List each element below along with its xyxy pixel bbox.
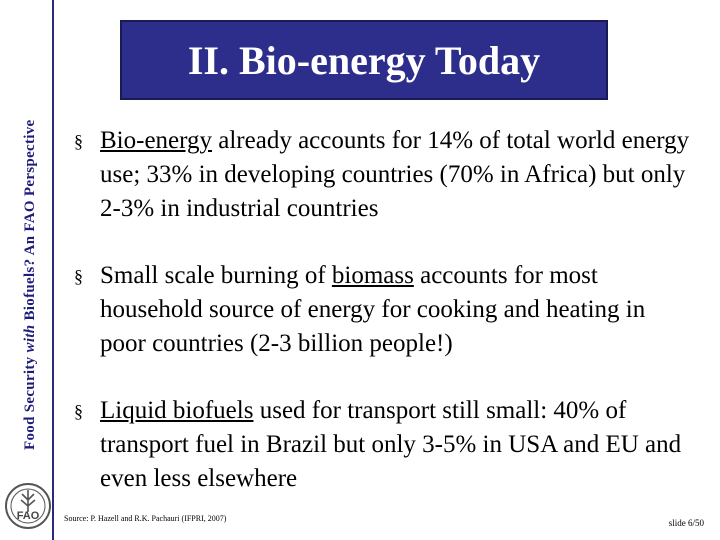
bullet-lead: Bio-energy: [100, 127, 213, 154]
bullet-marker-icon: §: [74, 131, 83, 151]
bullet-text: already accounts for 14% of total world energy use; 33% in developing countries (70% in Africa) but only 2-3% in industrial countries: [100, 127, 690, 222]
logo-text: FAO: [16, 510, 40, 522]
source-note: Source: P. Hazell and R.K. Pachauri (IFPRI, 2007): [64, 514, 227, 523]
sidebar-title-part3: Biofuels? An FAO Perspective: [22, 119, 38, 321]
fao-logo-icon: [4, 482, 52, 530]
left-sidebar: [0, 0, 54, 540]
sidebar-title-part2: with: [22, 324, 38, 353]
bullet-text: accounts for most household source of energy for cooking and heating in poor countries (2-3 billion people!): [100, 262, 646, 357]
slide-title: II. Bio-energy Today: [187, 37, 541, 83]
sidebar-divider: [52, 0, 54, 540]
sidebar-title: [22, 119, 39, 450]
title-banner: [120, 20, 608, 100]
sidebar-title-part1: Food Security: [22, 356, 38, 450]
bullet-marker-icon: §: [74, 401, 83, 421]
bullet-lead: biomass: [331, 262, 414, 289]
bullet-pre: Small scale burning of: [100, 262, 332, 289]
bullet-item: [74, 124, 694, 226]
bullet-text: used for transport still small: 40% of transport fuel in Brazil but only 3-5% in USA and EU and even less elsewhere: [100, 397, 682, 492]
bullet-lead: Liquid biofuels: [100, 397, 254, 424]
slide-number: slide 6/50: [668, 518, 704, 528]
bullet-list: [74, 124, 694, 496]
bullet-item: [74, 394, 694, 496]
bullet-marker-icon: §: [74, 266, 83, 286]
bullet-item: [74, 259, 694, 361]
